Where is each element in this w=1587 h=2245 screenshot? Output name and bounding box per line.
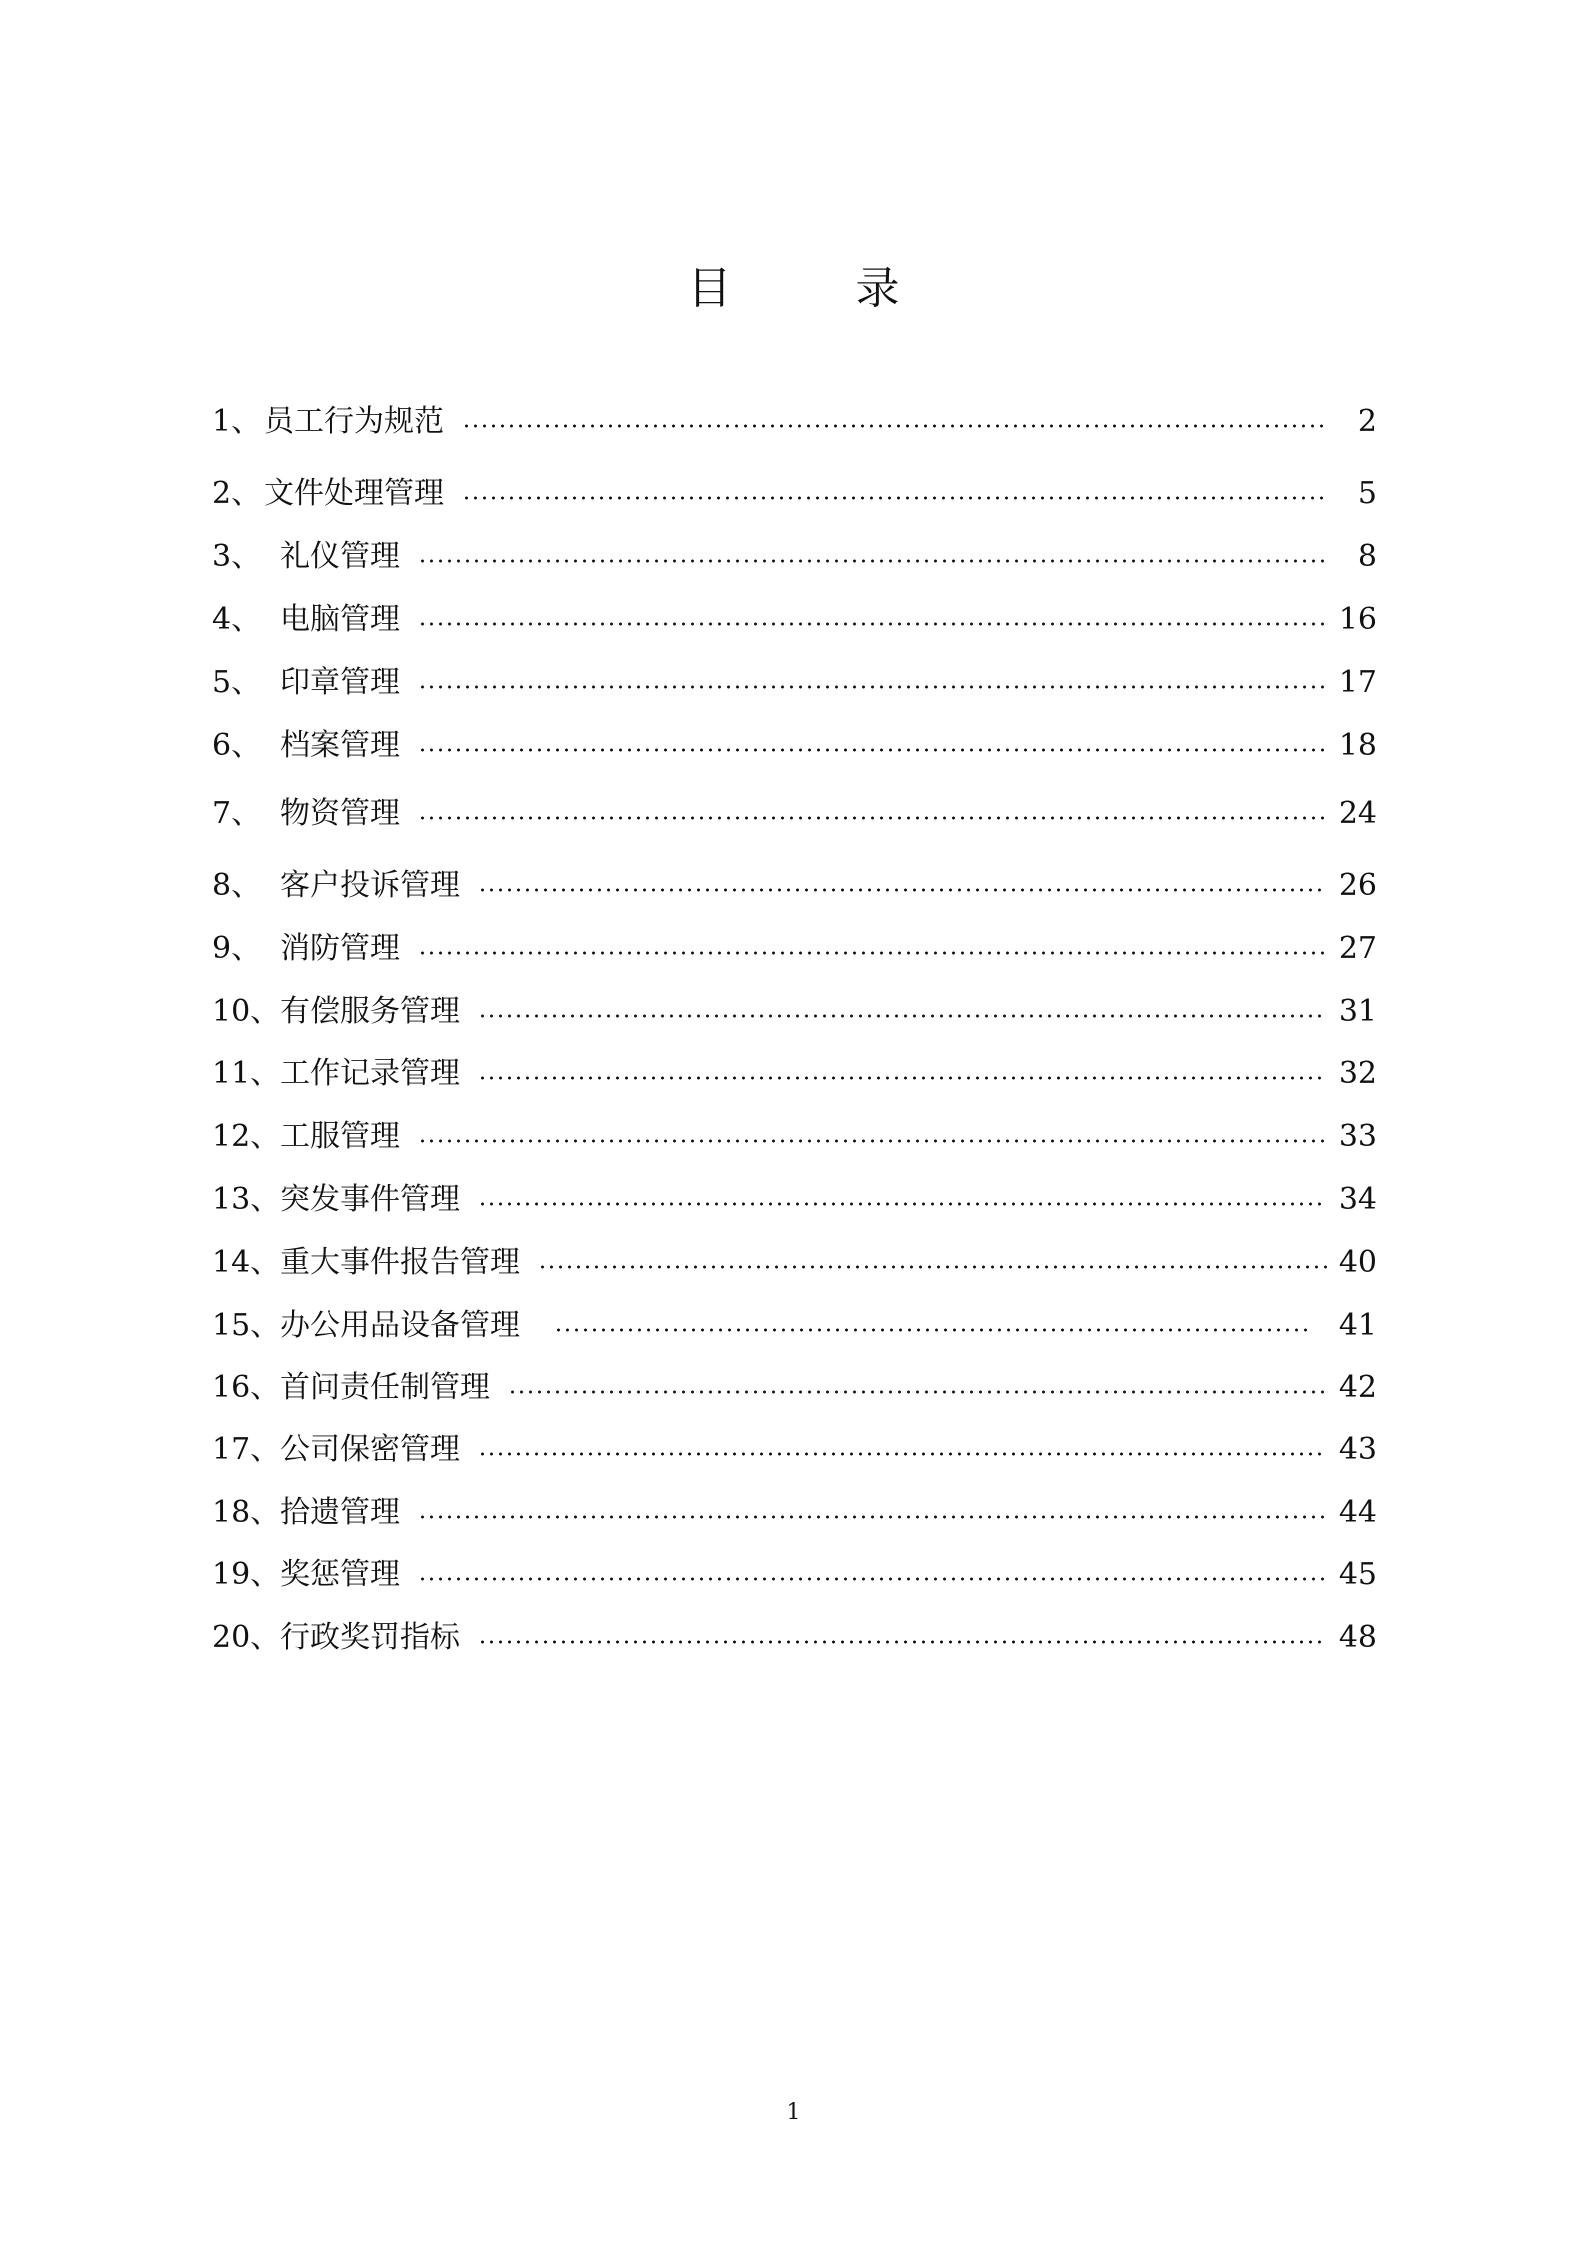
toc-entry-number: 16、 xyxy=(212,1370,281,1405)
toc-entry-label: 公司保密管理 xyxy=(280,1432,460,1467)
toc-entry-number: 4、 xyxy=(212,602,262,637)
toc-dot-leader xyxy=(478,1202,1327,1206)
toc-entry-label: 消防管理 xyxy=(280,931,400,966)
toc-entry-label: 物资管理 xyxy=(280,796,400,831)
toc-entry-page: 26 xyxy=(1338,868,1377,903)
toc-entry[interactable] xyxy=(212,925,1377,969)
toc-entry[interactable] xyxy=(212,1364,1377,1408)
toc-entry-number: 1、 xyxy=(212,404,262,439)
toc-entry-page: 43 xyxy=(1338,1432,1377,1467)
toc-entry[interactable] xyxy=(212,659,1377,703)
toc-entry-page: 42 xyxy=(1338,1370,1377,1405)
toc-entry[interactable] xyxy=(212,1239,1377,1283)
toc-dot-leader xyxy=(538,1265,1327,1269)
toc-entry-page: 40 xyxy=(1338,1245,1377,1280)
toc-entry-label: 重大事件报告管理 xyxy=(280,1245,520,1280)
toc-dot-leader xyxy=(554,1328,1311,1332)
toc-entry-label: 有偿服务管理 xyxy=(280,994,460,1029)
toc-entry-number: 7、 xyxy=(212,796,262,831)
toc-entry-page: 44 xyxy=(1338,1495,1377,1530)
toc-entry-page: 48 xyxy=(1338,1620,1377,1655)
toc-entry-number: 8、 xyxy=(212,868,262,903)
toc-entry-label: 突发事件管理 xyxy=(280,1182,460,1217)
toc-entry[interactable] xyxy=(212,1614,1377,1658)
toc-entry[interactable] xyxy=(212,988,1377,1032)
toc-entry-page: 32 xyxy=(1338,1056,1377,1091)
toc-dot-leader xyxy=(478,1452,1327,1456)
toc-entry[interactable] xyxy=(212,1426,1377,1470)
toc-entry-number: 2、 xyxy=(212,476,262,511)
toc-dot-leader xyxy=(462,424,1327,428)
toc-entry[interactable] xyxy=(212,1302,1377,1346)
toc-entry-label: 拾遗管理 xyxy=(280,1495,400,1530)
toc-title-char-2: 录 xyxy=(855,263,900,314)
toc-title-char-1: 目 xyxy=(687,263,732,314)
toc-entry-label: 档案管理 xyxy=(280,728,400,763)
toc-entry-label: 员工行为规范 xyxy=(264,404,444,439)
toc-entry-number: 14、 xyxy=(212,1245,281,1280)
toc-entry[interactable] xyxy=(212,1489,1377,1533)
toc-entry-page: 45 xyxy=(1338,1557,1377,1592)
toc-entry-number: 20、 xyxy=(212,1620,281,1655)
toc-entry-number: 9、 xyxy=(212,931,262,966)
toc-dot-leader xyxy=(418,951,1327,955)
toc-dot-leader xyxy=(418,622,1327,626)
toc-entry-page: 24 xyxy=(1338,796,1377,831)
toc-entry-label: 首问责任制管理 xyxy=(280,1370,490,1405)
toc-entry-page: 5 xyxy=(1357,476,1377,511)
toc-entry-label: 电脑管理 xyxy=(280,602,400,637)
toc-dot-leader xyxy=(418,1515,1327,1519)
toc-entry-label: 客户投诉管理 xyxy=(280,868,460,903)
toc-entry-page: 31 xyxy=(1338,994,1377,1029)
toc-entry[interactable] xyxy=(212,1113,1377,1157)
toc-entry-label: 工作记录管理 xyxy=(280,1056,460,1091)
toc-entry[interactable] xyxy=(212,790,1377,834)
toc-entry-number: 6、 xyxy=(212,728,262,763)
toc-entry-number: 18、 xyxy=(212,1495,281,1530)
toc-entry[interactable] xyxy=(212,398,1377,442)
toc-entry[interactable] xyxy=(212,470,1377,514)
toc-entry-label: 印章管理 xyxy=(280,665,400,700)
toc-entry[interactable] xyxy=(212,1050,1377,1094)
toc-entry-number: 12、 xyxy=(212,1119,281,1154)
toc-dot-leader xyxy=(478,1640,1327,1644)
toc-entry-page: 27 xyxy=(1338,931,1377,966)
toc-dot-leader xyxy=(418,685,1327,689)
toc-entry[interactable] xyxy=(212,596,1377,640)
toc-entry-label: 办公用品设备管理 xyxy=(280,1308,520,1343)
toc-dot-leader xyxy=(478,1076,1327,1080)
toc-dot-leader xyxy=(508,1390,1327,1394)
toc-entry-page: 2 xyxy=(1357,404,1377,439)
toc-entry-page: 17 xyxy=(1338,665,1377,700)
toc-entry-number: 3、 xyxy=(212,539,262,574)
toc-dot-leader xyxy=(418,559,1327,563)
toc-entry-label: 文件处理管理 xyxy=(264,476,444,511)
toc-entry[interactable] xyxy=(212,1551,1377,1595)
toc-entry-page: 16 xyxy=(1338,602,1377,637)
toc-entry-label: 礼仪管理 xyxy=(280,539,400,574)
page-number: 1 xyxy=(786,2100,801,2125)
toc-entry[interactable] xyxy=(212,533,1377,577)
toc-entry-number: 13、 xyxy=(212,1182,281,1217)
toc-dot-leader xyxy=(418,1577,1327,1581)
toc-entry-label: 工服管理 xyxy=(280,1119,400,1154)
toc-entry-number: 11、 xyxy=(212,1056,281,1091)
toc-entry-number: 17、 xyxy=(212,1432,281,1467)
toc-entry-number: 5、 xyxy=(212,665,262,700)
toc-entry[interactable] xyxy=(212,1176,1377,1220)
toc-entry-page: 33 xyxy=(1338,1119,1377,1154)
toc-dot-leader xyxy=(478,888,1327,892)
toc-dot-leader xyxy=(418,816,1327,820)
toc-entry[interactable] xyxy=(212,862,1377,906)
toc-entry[interactable] xyxy=(212,722,1377,766)
toc-dot-leader xyxy=(462,496,1327,500)
toc-dot-leader xyxy=(478,1014,1327,1018)
toc-entry-page: 34 xyxy=(1338,1182,1377,1217)
toc-entry-number: 19、 xyxy=(212,1557,281,1592)
toc-dot-leader xyxy=(418,748,1327,752)
toc-entry-page: 8 xyxy=(1357,539,1377,574)
toc-entry-page: 41 xyxy=(1338,1308,1377,1343)
toc-entry-number: 15、 xyxy=(212,1308,281,1343)
toc-dot-leader xyxy=(418,1139,1327,1143)
toc-entry-number: 10、 xyxy=(212,994,281,1029)
toc-title xyxy=(0,252,1587,316)
toc-entry-label: 行政奖罚指标 xyxy=(280,1620,460,1655)
toc-entry-label: 奖惩管理 xyxy=(280,1557,400,1592)
toc-entry-page: 18 xyxy=(1338,728,1377,763)
